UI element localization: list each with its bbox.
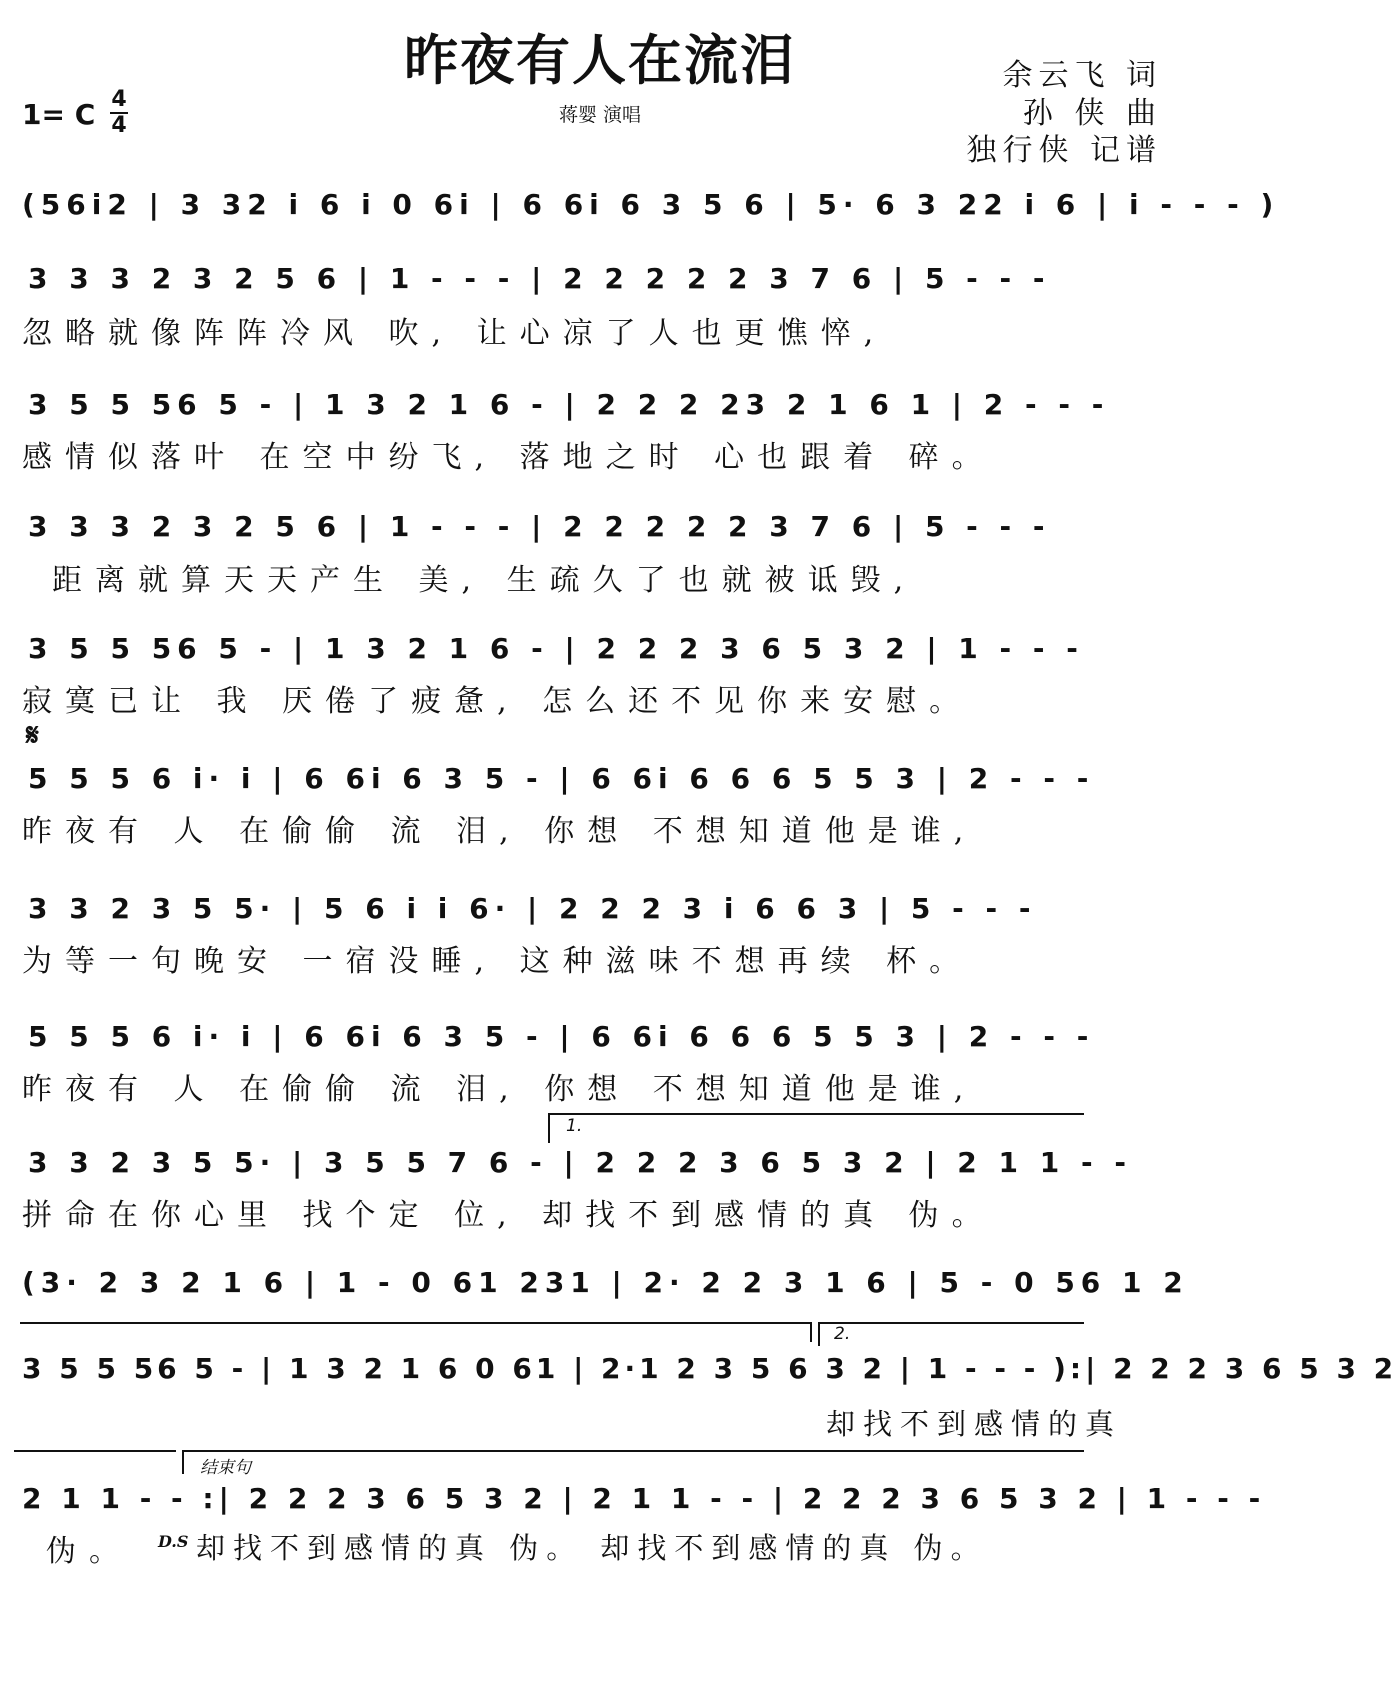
score-line-7-notes: 3 3 2 3 5 5· | 5 6 i i 6· | 2 2 2 3 i 6 6 3 | 5 - - - bbox=[28, 892, 1037, 925]
time-signature bbox=[110, 88, 128, 138]
score-line-3-notes: 3 5 5 56 5 - | 1 3 2 1 6 - | 2 2 2 23 2 1 6 1 | 2 - - - bbox=[28, 388, 1110, 421]
score-line-7-lyrics: 为等一句晚安 一宿没睡, 这种滋味不想再续 杯。 bbox=[22, 944, 973, 979]
composer-credit: 孙 侠 曲 bbox=[1022, 96, 1162, 131]
time-signature-bottom: 4 bbox=[111, 113, 127, 138]
lyricist-credit: 余云飞 词 bbox=[1002, 58, 1162, 93]
score-line-10-notes: (3· 2 3 2 1 6 | 1 - 0 61 231 | 2· 2 2 3 1 6 | 5 - 0 56 1 2 bbox=[22, 1266, 1189, 1299]
score-line-11-lyrics: 却找不到感情的真 bbox=[826, 1407, 1123, 1441]
score-line-9-lyrics: 拼命在你心里 找个定 位, 却找不到感情的真 伪。 bbox=[22, 1198, 995, 1233]
key-signature: 1= C bbox=[22, 98, 96, 131]
score-line-2-notes: 3 3 3 2 3 2 5 6 | 1 - - - | 2 2 2 2 2 3 7 6 | 5 - - - bbox=[28, 262, 1051, 295]
score-line-8-notes: 5 5 5 6 i· i | 6 6i 6 3 5 - | 6 6i 6 6 6 5 5 3 | 2 - - - bbox=[28, 1020, 1095, 1053]
transcriber-credit: 独行侠 记谱 bbox=[966, 133, 1162, 168]
score-line-6-notes: 5 5 5 6 i· i | 6 6i 6 3 5 - | 6 6i 6 6 6 5 5 3 | 2 - - - bbox=[28, 762, 1095, 795]
score-line-5-lyrics: 寂寞已让 我 厌倦了疲惫, 怎么还不见你来安慰。 bbox=[22, 684, 973, 719]
score-line-1-notes: (56i2 | 3 32 i 6 i 0 6i | 6 6i 6 3 5 6 | 5· 6 3 22 i 6 | i - - - ) bbox=[22, 188, 1280, 221]
time-signature-top: 4 bbox=[111, 87, 127, 112]
score-line-3-lyrics: 感情似落叶 在空中纷飞, 落地之时 心也跟着 碎。 bbox=[22, 440, 995, 475]
volta-2-label: 2. bbox=[834, 1324, 851, 1344]
segno-sign: 𝄋 bbox=[26, 718, 39, 753]
dal-segno-label: D.S bbox=[158, 1532, 189, 1551]
score-line-12-notes: 2 1 1 - - :| 2 2 2 3 6 5 3 2 | 2 1 1 - - | 2 2 2 3 6 5 3 2 | 1 - - - bbox=[22, 1482, 1266, 1515]
song-title: 昨夜有人在流泪 bbox=[404, 28, 796, 92]
score-line-2-lyrics: 忽略就像阵阵冷风 吹, 让心凉了人也更憔悴, bbox=[22, 316, 887, 351]
score-line-9-notes: 3 3 2 3 5 5· | 3 5 5 7 6 - | 2 2 2 3 6 5 3 2 | 2 1 1 - - bbox=[28, 1146, 1132, 1179]
volta-1-label: 1. bbox=[566, 1116, 583, 1136]
score-line-6-lyrics: 昨夜有 人 在偷偷 流 泪, 你想 不想知道他是谁, bbox=[22, 814, 977, 849]
score-line-12-lyrics-a: 伪。 bbox=[46, 1534, 132, 1569]
score-line-11-notes: 3 5 5 56 5 - | 1 3 2 1 6 0 61 | 2·1 2 3 5 6 3 2 | 1 - - - ):| 2 2 2 3 6 5 3 2 bbox=[22, 1352, 1397, 1385]
score-line-8-lyrics: 昨夜有 人 在偷偷 流 泪, 你想 不想知道他是谁, bbox=[22, 1072, 977, 1107]
score-line-5-notes: 3 5 5 56 5 - | 1 3 2 1 6 - | 2 2 2 3 6 5 3 2 | 1 - - - bbox=[28, 632, 1084, 665]
score-line-4-notes: 3 3 3 2 3 2 5 6 | 1 - - - | 2 2 2 2 2 3 7 6 | 5 - - - bbox=[28, 510, 1051, 543]
ending-section-label: 结束句 bbox=[200, 1458, 251, 1478]
singer-credit: 蒋婴 演唱 bbox=[558, 104, 642, 126]
score-line-12-lyrics-b: 却找不到感情的真 伪。 却找不到感情的真 伪。 bbox=[196, 1531, 988, 1565]
score-line-4-lyrics: 距离就算天天产生 美, 生疏久了也就被诋毁, bbox=[52, 563, 917, 598]
